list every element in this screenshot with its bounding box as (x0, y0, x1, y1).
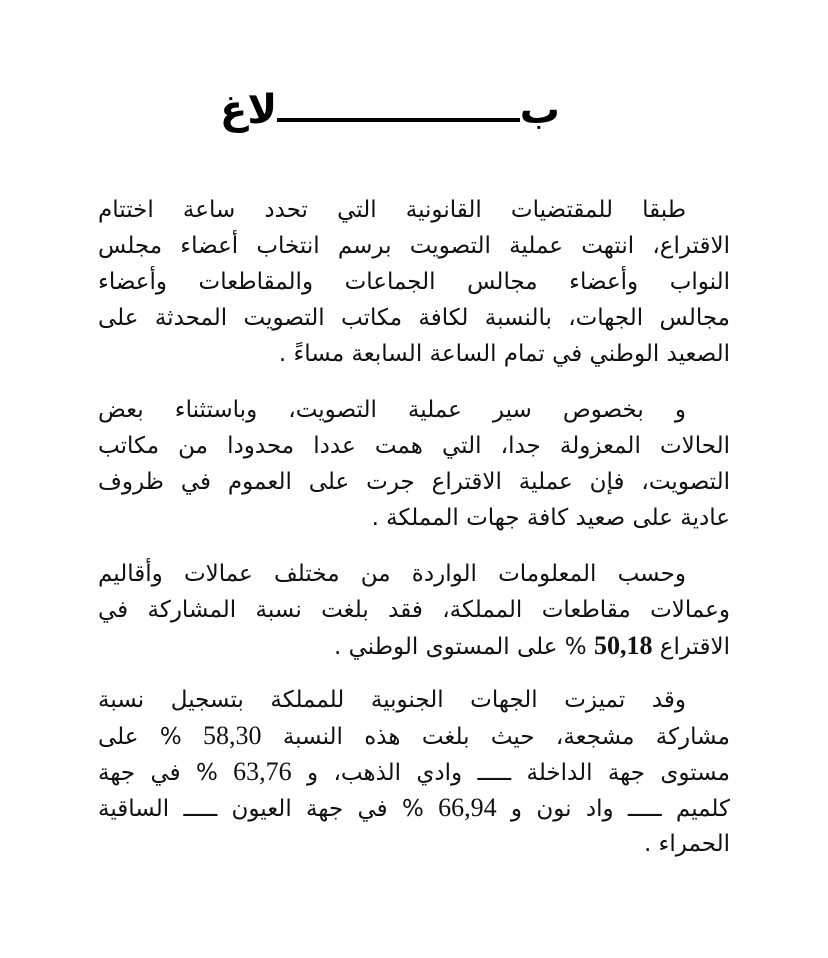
text-line (98, 628, 730, 664)
text-fragment: % على المستوى الوطني . (333, 634, 594, 660)
text-line: عادية على صعيد كافة جهات المملكة . (371, 505, 730, 531)
paragraph-national-participation (98, 556, 730, 664)
text-line (98, 790, 730, 826)
text-line: النواب وأعضاء مجالس الجماعات والمقاطعات وأعضاء (98, 269, 730, 295)
rate-guelmim-oued-noun: 63,76 (233, 757, 292, 786)
text-line (98, 718, 730, 754)
national-participation-rate: 50,18 (593, 631, 653, 660)
text-fragment: كلميم ـــــ واد نون و (496, 796, 730, 822)
text-fragment: % على (98, 724, 203, 750)
paragraph-voting-conduct (98, 392, 730, 536)
text-line: الاقتراع، انتهت عملية التصويت برسم انتخاب أعضاء مجلس (98, 233, 730, 259)
text-fragment: % في جهة العيون ـــــ الساقية (98, 796, 439, 822)
text-line: مجالس الجهات، بالنسبة لكافة مكاتب التصويت المحدثة على (98, 305, 730, 331)
text-line: الحمراء . (643, 831, 730, 857)
paragraph-closing-of-polls (98, 192, 730, 372)
rate-laayoune-sakia-el-hamra: 66,94 (438, 793, 497, 822)
text-fragment: مستوى جهة الداخلة ـــــ وادي الذهب، و (291, 760, 730, 786)
text-line: وقد تميزت الجهات الجنوبية للمملكة بتسجيل نسبة (98, 687, 686, 713)
title-end: لاغ (220, 87, 278, 133)
text-line: و بخصوص سير عملية التصويت، وباستثناء بعض (98, 397, 686, 423)
text-fragment: مشاركة مشجعة، حيث بلغت هذه النسبة (261, 724, 730, 750)
text-line (98, 754, 730, 790)
text-fragment: % في جهة (98, 760, 234, 786)
text-fragment: الاقتراع (652, 634, 730, 660)
text-line: طبقا للمقتضيات القانونية التي تحدد ساعة اختتام (98, 197, 686, 223)
title-kashida-stroke (277, 118, 520, 122)
text-line: الحالات المعزولة جدا، التي همت عددا محدودا من مكاتب (98, 433, 730, 459)
title-start: ب (519, 87, 560, 133)
text-line: وحسب المعلومات الواردة من مختلف عمالات وأقاليم (98, 561, 686, 587)
rate-dakhla-oued-eddahab: 58,30 (203, 721, 262, 750)
paragraph-southern-regions (98, 682, 730, 862)
text-line: التصويت، فإن عملية الاقتراع جرت على العموم في ظروف (98, 469, 730, 495)
text-line: وعمالات مقاطعات المملكة، فقد بلغت نسبة المشاركة في (98, 597, 730, 623)
text-line: الصعيد الوطني في تمام الساعة السابعة مساءً . (278, 341, 730, 367)
document-title (220, 78, 560, 134)
